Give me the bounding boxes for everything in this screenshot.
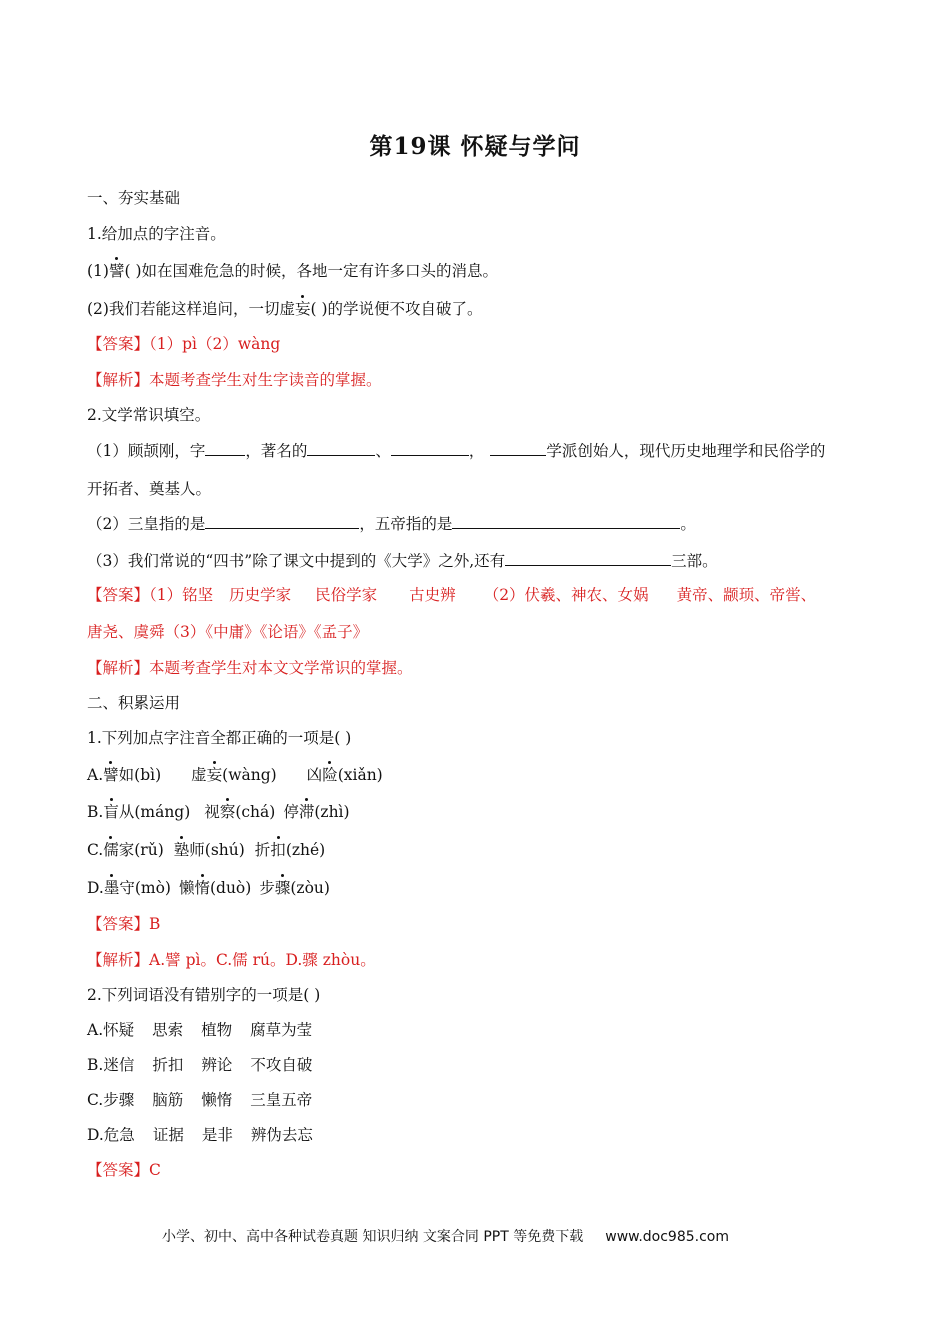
question-3-option-d: D.墨守(mò) 懒惰(duò) 步骤(zòu) [87,879,330,897]
question-4-option-a: A.怀疑 思索 植物 腐草为莹 [87,1021,313,1039]
footer-text: 小学、初中、高中各种试卷真题 知识归纳 文案合同 PPT 等免费下载 [162,1229,584,1245]
section-heading-2: 二、积累运用 [87,694,181,712]
question-2-answer: 【答案】（1）铭坚 历史学家 民俗学家 古史辨 （2）伏羲、神农、女娲 黄帝、颛顼、帝喾、 [87,586,817,604]
question-4-option-b: B.迷信 折扣 辨论 不攻自破 [87,1056,313,1074]
question-4-stem: 2.下列词语没有错别字的一项是( ) [87,986,321,1004]
question-3-option-c: C.儒家(rǔ) 塾师(shú) 折扣(zhé) [87,841,326,859]
question-2-item-1: （1）顾颉刚，字 ，著名的 、 ， 学派创始人，现代历史地理学和民俗学的 [87,442,826,460]
question-1-answer: 【答案】（1）pì（2）wàng [87,335,281,353]
question-2-item-1-cont: 开拓者、奠基人。 [87,480,212,498]
dotted-char: 妄 [294,300,311,318]
question-3-option-b: B.盲从(máng) 视察(chá) 停滞(zhì) [87,803,350,821]
section-heading-1: 一、夯实基础 [87,189,181,207]
question-4-option-c: C.步骤 脑筋 懒惰 三皇五帝 [87,1091,313,1109]
question-3-option-a: A.譬如(bì) 虚妄(wàng) 凶险(xiǎn) [87,766,383,784]
question-2-item-3: （3）我们常说的“四书”除了课文中提到的《大学》之外,还有 三部。 [87,552,718,570]
question-1-stem: 1.给加点的字注音。 [87,225,226,243]
question-3-explanation: 【解析】A.譬 pì。C.儒 rú。D.骤 zhòu。 [87,951,376,969]
footer [162,1226,729,1246]
question-2-explanation: 【解析】本题考查学生对本文文学常识的掌握。 [87,659,413,677]
question-3-answer: 【答案】B [87,915,161,933]
question-1-item-1: (1)譬( )如在国难危急的时候，各地一定有许多口头的消息。 [87,262,499,280]
question-1-item-2: (2)我们若能这样追问，一切虚妄( )的学说便不攻自破了。 [87,300,483,318]
question-2-item-2: （2）三皇指的是 ，五帝指的是 。 [87,515,696,533]
footer-link[interactable]: www.doc985.com [605,1229,729,1245]
question-3-stem: 1.下列加点字注音全都正确的一项是( ) [87,729,352,747]
question-4-option-d: D.危急 证据 是非 辨伪去忘 [87,1126,313,1144]
page-title: 第19课 怀疑与学问 [369,133,581,160]
question-4-answer: 【答案】C [87,1161,161,1179]
question-2-stem: 2.文学常识填空。 [87,406,211,424]
dotted-char: 譬 [108,262,125,280]
question-1-explanation: 【解析】本题考查学生对生字读音的掌握。 [87,371,382,389]
question-2-answer-cont: 唐尧、虞舜（3）《中庸》《论语》《孟子》 [87,623,369,641]
